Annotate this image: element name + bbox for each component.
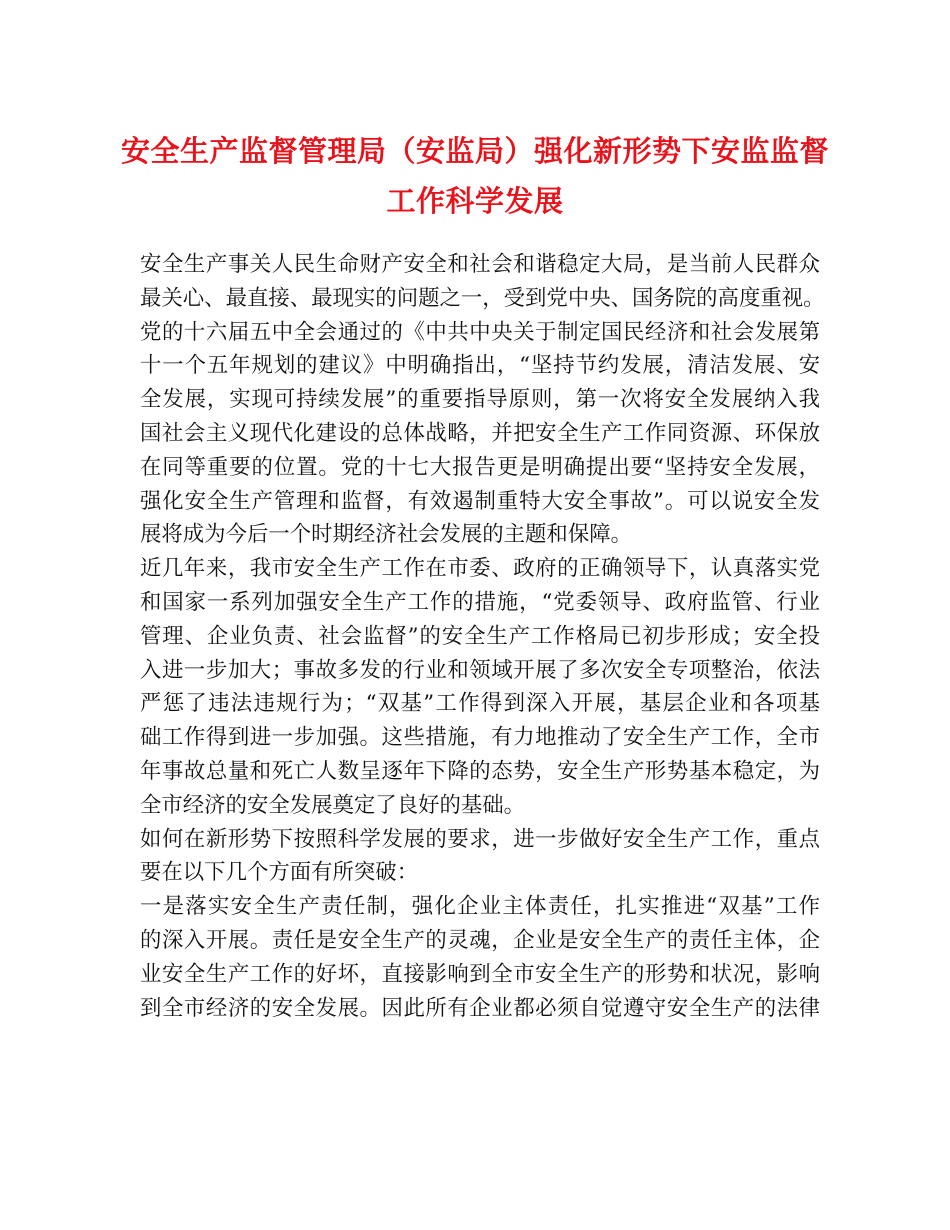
body-line: 国社会主义现代化建设的总体战略，并把安全生产工作同资源、环保放 bbox=[140, 420, 820, 446]
body-line: 党的十六届五中全会通过的《中共中央关于制定国民经济和社会发展第 bbox=[140, 319, 820, 345]
body-line: 到全市经济的安全发展。因此所有企业都必须自觉遵守安全生产的法律 bbox=[140, 995, 820, 1021]
document-title bbox=[120, 126, 830, 226]
body-line: 础工作得到进一步加强。这些措施，有力地推动了安全生产工作，全市 bbox=[140, 725, 820, 751]
body-line: 的深入开展。责任是安全生产的灵魂，企业是安全生产的责任主体，企 bbox=[140, 927, 820, 953]
body-line: 十一个五年规划的建议》中明确指出，“坚持节约发展，清洁发展、安 bbox=[140, 353, 820, 379]
body-line: 安全生产事关人民生命财产安全和社会和谐稳定大局，是当前人民群众 bbox=[140, 252, 820, 277]
title-line: 工作科学发展 bbox=[386, 184, 564, 218]
body-line: 年事故总量和死亡人数呈逐年下降的态势，安全生产形势基本稳定，为 bbox=[140, 758, 820, 784]
body-line: 如何在新形势下按照科学发展的要求，进一步做好安全生产工作，重点 bbox=[140, 826, 820, 852]
body-line: 入进一步加大；事故多发的行业和领域开展了多次安全专项整治，依法 bbox=[140, 657, 820, 683]
body-line: 全市经济的安全发展奠定了良好的基础。 bbox=[140, 792, 526, 818]
body-line: 和国家一系列加强安全生产工作的措施，“党委领导、政府监管、行业 bbox=[140, 589, 820, 615]
body-line: 要在以下几个方面有所突破： bbox=[140, 860, 419, 886]
body-line: 业安全生产工作的好坏，直接影响到全市安全生产的形势和状况，影响 bbox=[140, 961, 820, 987]
document-body bbox=[140, 248, 825, 1025]
body-line: 强化安全生产管理和监督，有效遏制重特大安全事故”。可以说安全发 bbox=[140, 488, 820, 514]
body-line: 在同等重要的位置。党的十七大报告更是明确提出要“坚持安全发展， bbox=[140, 454, 820, 480]
title-line: 安全生产监督管理局（安监局）强化新形势下安监监督 bbox=[120, 134, 829, 168]
body-line: 全发展，实现可持续发展”的重要指导原则，第一次将安全发展纳入我 bbox=[140, 387, 820, 413]
body-line: 一是落实安全生产责任制，强化企业主体责任，扎实推进“双基”工作 bbox=[140, 894, 820, 920]
body-line: 管理、企业负责、社会监督”的安全生产工作格局已初步形成；安全投 bbox=[140, 623, 820, 649]
body-line: 展将成为今后一个时期经济社会发展的主题和保障。 bbox=[140, 522, 632, 548]
body-line: 近几年来，我市安全生产工作在市委、政府的正确领导下，认真落实党 bbox=[140, 556, 820, 582]
body-line: 严惩了违法违规行为；“双基”工作得到深入开展，基层企业和各项基 bbox=[140, 691, 820, 717]
body-line: 最关心、最直接、最现实的问题之一，受到党中央、国务院的高度重视。 bbox=[140, 285, 825, 311]
